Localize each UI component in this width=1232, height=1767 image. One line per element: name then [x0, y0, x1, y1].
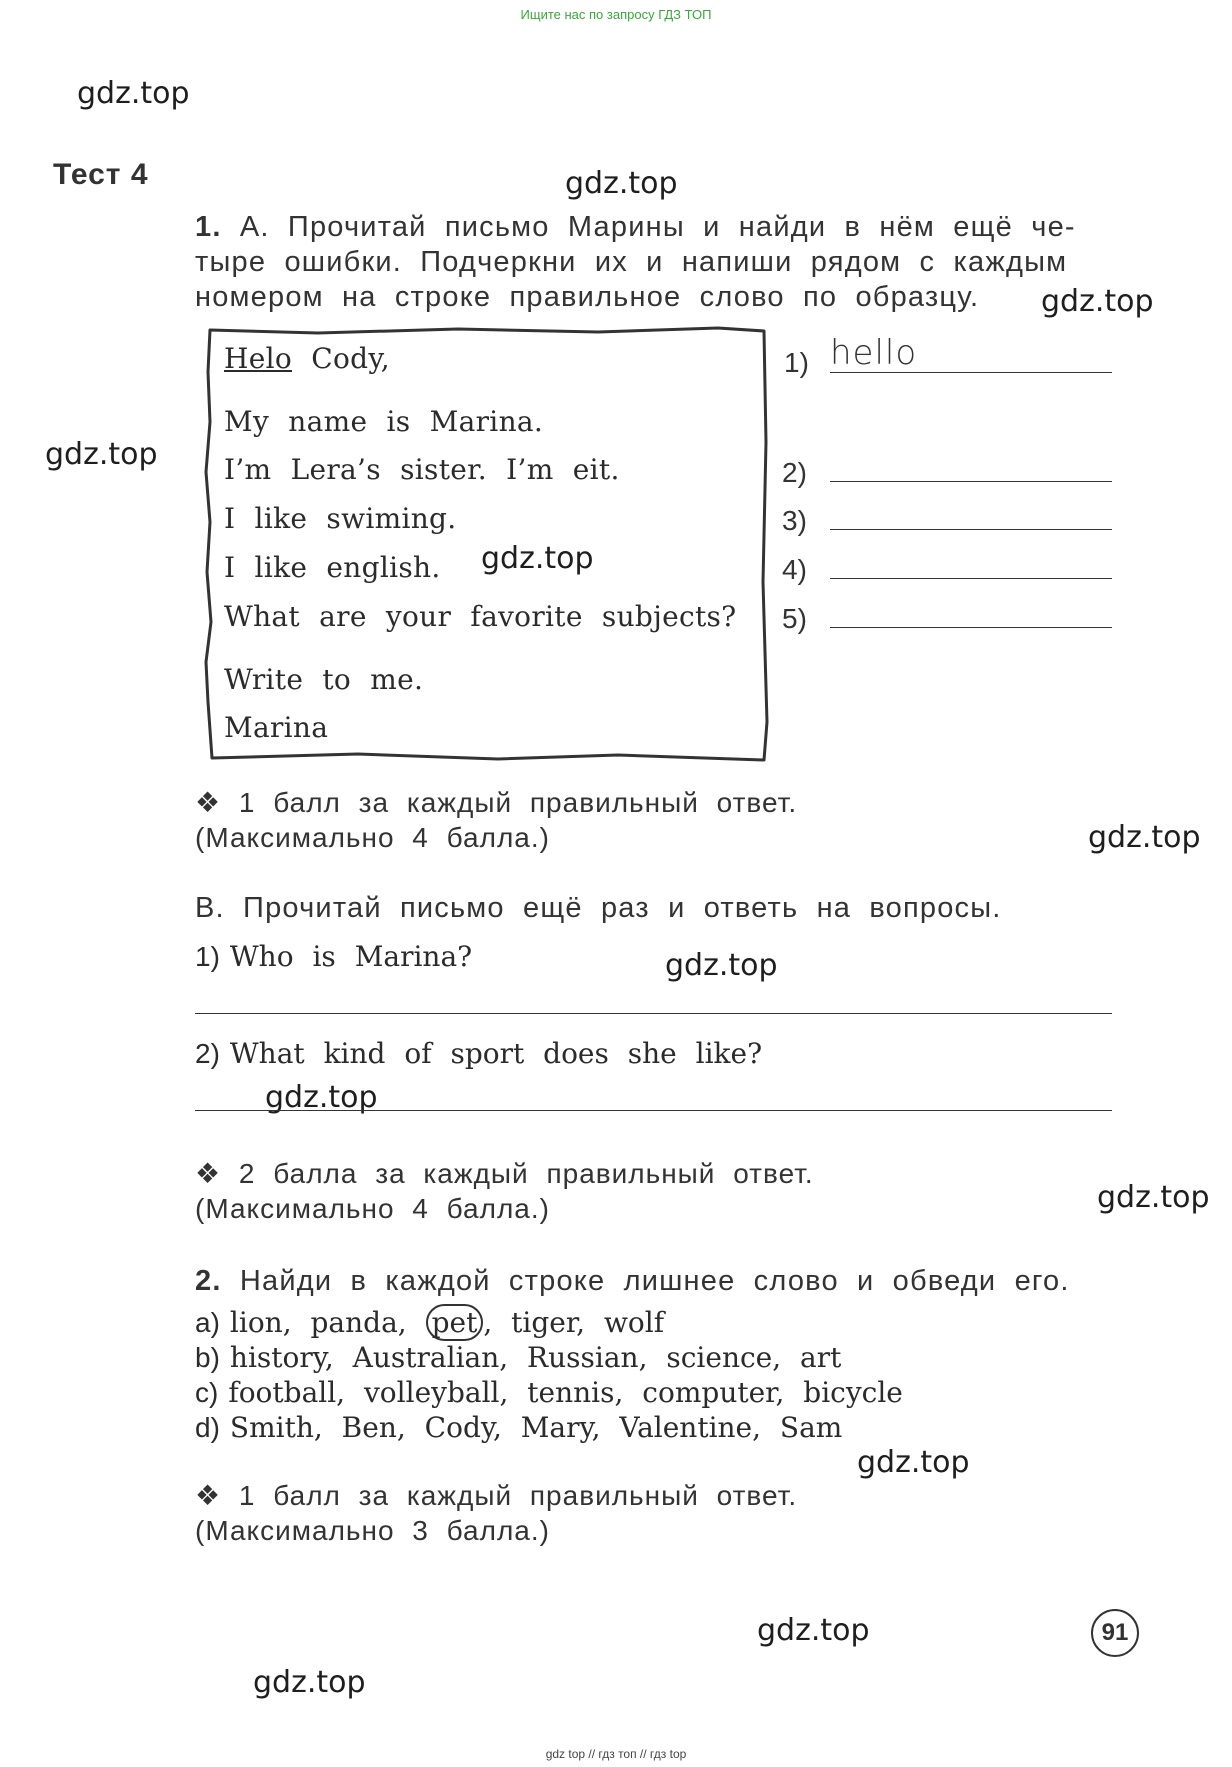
score-line: ❖ 1 балл за каждый правильный ответ. — [195, 1480, 798, 1511]
answer-line[interactable] — [195, 1110, 1112, 1111]
answer-value[interactable]: hello — [830, 333, 918, 373]
score-line: ❖ 1 балл за каждый правильный ответ. — [195, 787, 798, 818]
watermark: gdz.top — [565, 166, 678, 201]
answer-line[interactable] — [830, 481, 1112, 482]
row-words[interactable]: Smith, Ben, Cody, Mary, Valentine, Sam — [229, 1411, 843, 1444]
row-label: c) — [195, 1377, 219, 1408]
answer-line[interactable] — [830, 529, 1112, 530]
score-max: (Максимально 4 балла.) — [195, 1193, 550, 1224]
test-title: Тест 4 — [53, 158, 149, 191]
task2-instruction — [195, 1265, 1070, 1298]
watermark: gdz.top — [857, 1445, 970, 1480]
row-words[interactable]: football, volleyball, tennis, computer, bicycle — [228, 1376, 903, 1409]
watermark: gdz.top — [253, 1665, 366, 1700]
underlined-error: Helo — [224, 342, 293, 375]
odd-word-row — [195, 1376, 903, 1409]
task2-number: 2. — [195, 1265, 222, 1297]
row-label: d) — [195, 1412, 220, 1443]
question — [195, 1037, 762, 1070]
answer-line[interactable] — [830, 578, 1112, 579]
task2-instruction-text: Найди в каждой строке лишнее слово и обведи его. — [239, 1265, 1070, 1297]
answer-line[interactable] — [195, 1013, 1112, 1014]
question-text: Who is Marina? — [229, 940, 473, 973]
page-number: 91 — [1091, 1609, 1139, 1657]
letter-line: What are your favorite subjects? — [224, 600, 737, 633]
task1-instruction-line-2: тыре ошибки. Подчеркни их и напиши рядом с каждым — [195, 246, 1068, 278]
question-number: 1) — [195, 941, 220, 972]
watermark: gdz.top — [45, 437, 158, 472]
top-banner[interactable]: Ищите нас по запросу ГДЗ ТОП — [520, 7, 712, 22]
answer-line[interactable] — [830, 372, 1112, 373]
odd-word-row — [195, 1411, 842, 1444]
score-max: (Максимально 4 балла.) — [195, 822, 550, 853]
greeting-name: Cody, — [311, 342, 390, 375]
task1-number: 1. — [195, 211, 222, 243]
letter-line: Write to me. — [224, 663, 424, 696]
watermark: gdz.top — [481, 541, 594, 576]
task1-instruction-line-1 — [195, 211, 1076, 244]
watermark: gdz.top — [665, 948, 778, 983]
letter-line: My name is Marina. — [224, 405, 544, 438]
task1-instruction-line-3: номером на строке правильное слово по образцу. — [195, 281, 980, 313]
row-words: , tiger, wolf — [483, 1306, 665, 1339]
question — [195, 940, 472, 973]
watermark: gdz.top — [1097, 1180, 1210, 1215]
letter-line: I like english. — [224, 551, 441, 584]
answer-number: 3) — [782, 505, 807, 536]
watermark: gdz.top — [265, 1080, 378, 1115]
answer-number: 1) — [784, 347, 809, 378]
watermark: gdz.top — [1041, 284, 1154, 319]
watermark: gdz.top — [757, 1613, 870, 1648]
row-label: a) — [195, 1307, 220, 1338]
circled-word[interactable]: pet — [426, 1304, 484, 1341]
letter-signature: Marina — [224, 711, 329, 744]
row-label: b) — [195, 1342, 220, 1373]
footer-links[interactable]: gdz top // гдз топ // гдз top — [545, 1747, 687, 1761]
odd-word-row — [195, 1306, 664, 1339]
task1-instruction-text: А. Прочитай письмо Марины и найди в нём ещё че- — [239, 211, 1076, 243]
letter-line: I like swiming. — [224, 502, 457, 535]
answer-number: 4) — [782, 554, 807, 585]
answer-number: 2) — [782, 457, 807, 488]
letter-greeting — [224, 342, 390, 375]
watermark: gdz.top — [77, 76, 190, 111]
score-max: (Максимально 3 балла.) — [195, 1515, 550, 1546]
letter-line: I’m Lera’s sister. I’m eit. — [224, 453, 620, 486]
row-words[interactable]: history, Australian, Russian, science, art — [229, 1341, 842, 1374]
letter-frame — [198, 322, 772, 766]
odd-word-row — [195, 1341, 841, 1374]
watermark: gdz.top — [1088, 820, 1201, 855]
answer-line[interactable] — [830, 627, 1112, 628]
score-line: ❖ 2 балла за каждый правильный ответ. — [195, 1158, 814, 1189]
part-b-instruction: В. Прочитай письмо ещё раз и ответь на вопросы. — [195, 892, 1002, 924]
answer-number: 5) — [782, 603, 807, 634]
question-number: 2) — [195, 1038, 220, 1069]
row-words: lion, panda, — [229, 1306, 407, 1339]
question-text: What kind of sport does she like? — [229, 1037, 763, 1070]
